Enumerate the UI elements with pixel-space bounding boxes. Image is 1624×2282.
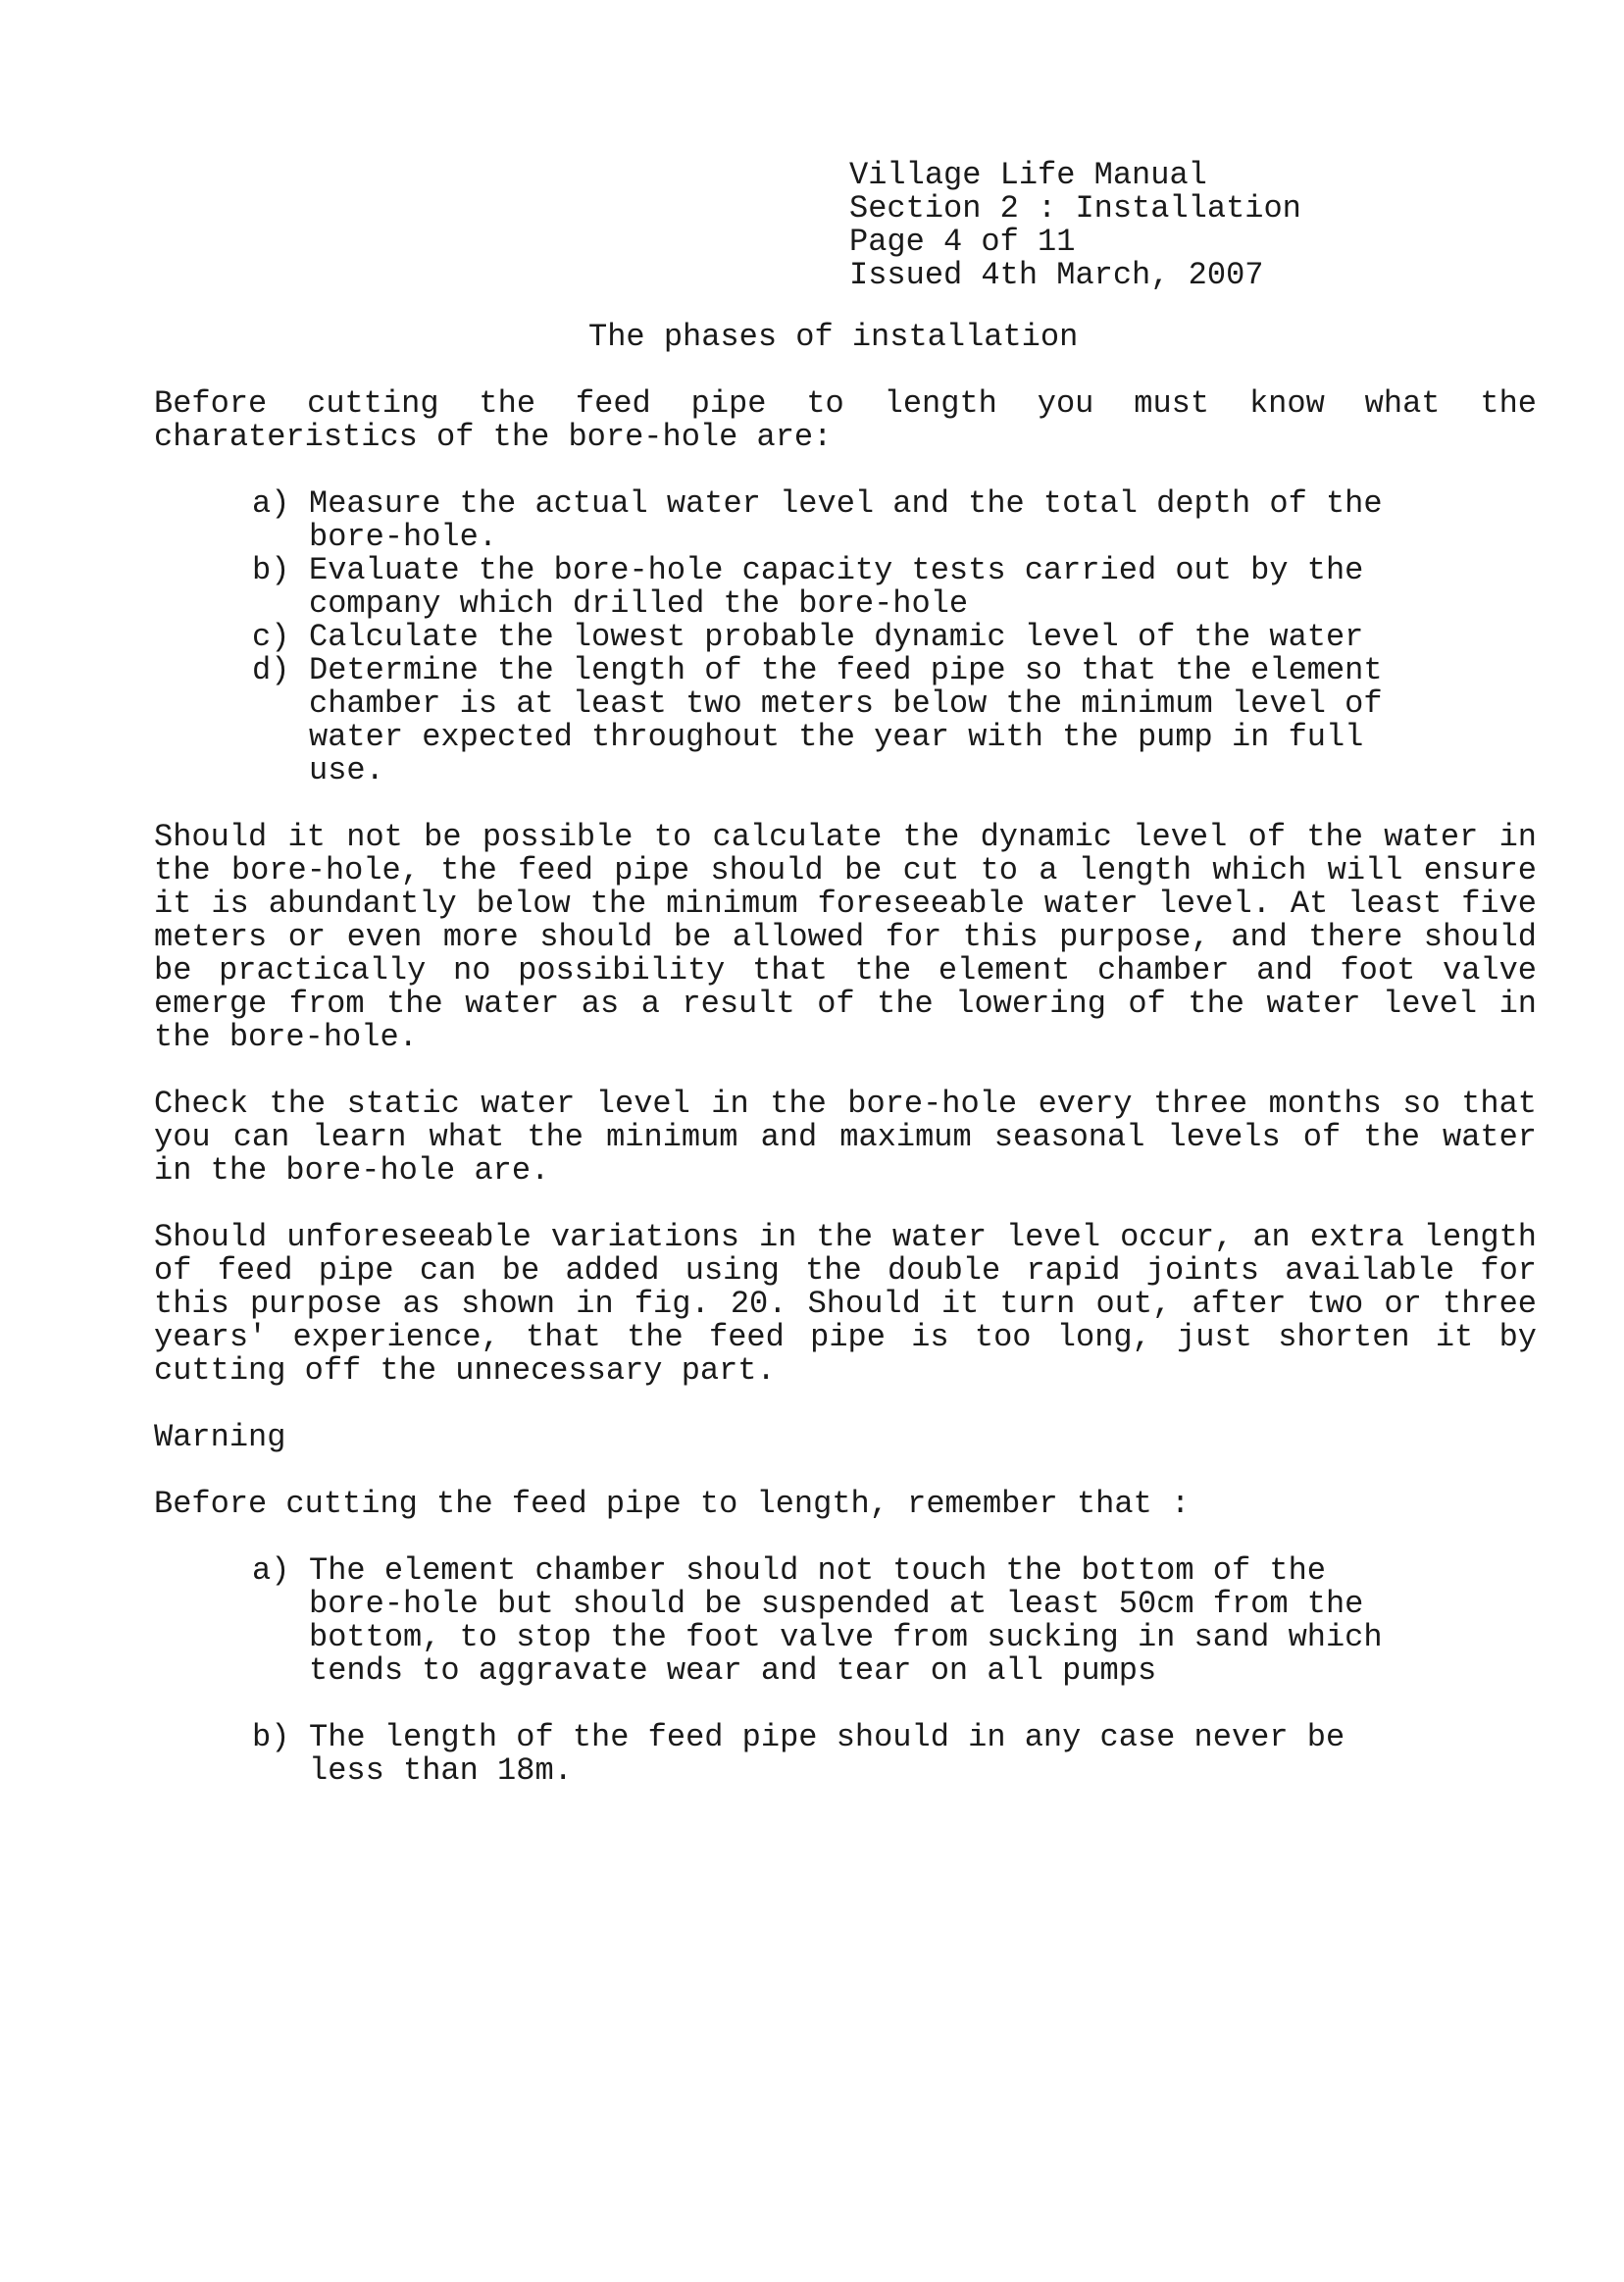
header-manual-title: Village Life Manual xyxy=(849,157,1207,193)
list-item-text: Calculate the lowest probable dynamic level of the water xyxy=(309,619,1364,655)
list-item xyxy=(252,621,1429,654)
header-issue-date: Issued 4th March, 2007 xyxy=(849,257,1264,293)
warning-heading: Warning xyxy=(154,1419,286,1455)
header-page-number: Page 4 of 11 xyxy=(849,224,1076,260)
list-item xyxy=(252,487,1429,554)
list-marker: d) xyxy=(252,652,290,688)
list-item xyxy=(252,554,1429,621)
intro-paragraph: Before cutting the feed pipe to length you must know what the charateristics of the bore-hole are: xyxy=(154,385,1537,455)
list-item-text: The element chamber should not touch the bottom of the bore-hole but should be suspended at least 50cm from the bottom, to stop the foot valve from sucking in sand which tends to aggravate wear and tear on all pumps xyxy=(309,1552,1383,1689)
steps-list xyxy=(154,487,1537,787)
warning-intro: Before cutting the feed pipe to length, remember that : xyxy=(154,1486,1191,1522)
list-item-text: Evaluate the bore-hole capacity tests carried out by the company which drilled the bore-hole xyxy=(309,552,1364,622)
list-item xyxy=(252,1554,1429,1688)
warnings-list xyxy=(154,1554,1537,1788)
list-marker: b) xyxy=(252,552,290,588)
list-item-text: Determine the length of the feed pipe so that the element chamber is at least two meters below the minimum level of water expected throughout the year with the pump in full use. xyxy=(309,652,1383,788)
dynamic-level-paragraph: Should it not be possible to calculate the dynamic level of the water in the bore-hole, the feed pipe should be cut to a length which will ensure it is abundantly below the minimum foreseeable water level. At least five meters or even more should be allowed for this purpose, and there should be practically no possibility that the element chamber and foot valve emerge from the water as a result of the lowering of the water level in the bore-hole. xyxy=(154,819,1537,1055)
list-marker: a) xyxy=(252,1552,290,1589)
document-header xyxy=(849,159,1398,292)
variations-paragraph: Should unforeseeable variations in the water level occur, an extra length of feed pipe can be added using the double rapid joints available for this purpose as shown in fig. 20. Should it turn out, after two or three years' experience, that the feed pipe is too long, just shorten it by cutting off the unnecessary part. xyxy=(154,1219,1537,1389)
list-item xyxy=(252,1721,1429,1788)
list-item-text: Measure the actual water level and the total depth of the bore-hole. xyxy=(309,485,1383,555)
list-item xyxy=(252,654,1429,787)
list-marker: a) xyxy=(252,485,290,522)
static-level-check-paragraph: Check the static water level in the bore-hole every three months so that you can learn what the minimum and maximum seasonal levels of the water in the bore-hole are. xyxy=(154,1086,1537,1189)
header-section: Section 2 : Installation xyxy=(849,190,1301,227)
list-marker: c) xyxy=(252,619,290,655)
document-body xyxy=(154,387,1537,1821)
list-marker: b) xyxy=(252,1719,290,1755)
page-title: The phases of installation xyxy=(588,319,1079,355)
list-item-text: The length of the feed pipe should in any case never be less than 18m. xyxy=(309,1719,1345,1789)
